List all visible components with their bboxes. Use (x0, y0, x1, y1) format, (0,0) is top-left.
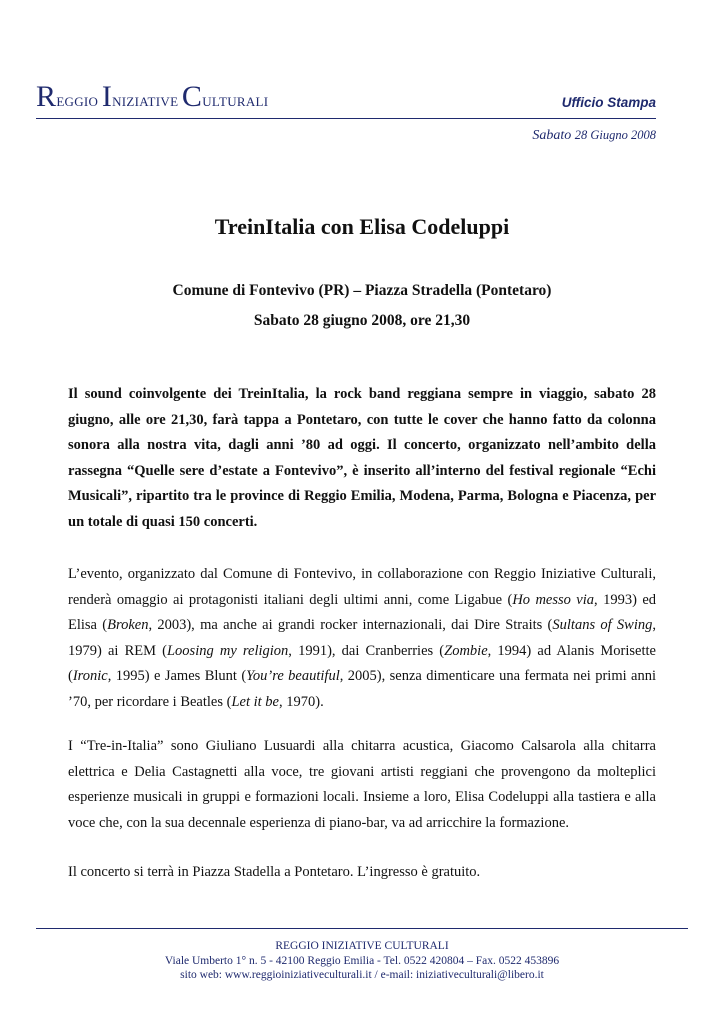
footer-contacts: sito web: www.reggioiniziativeculturali.it / e-mail: iniziativeculturali@libero.it (180, 969, 544, 981)
text-run: Il concerto si terrà in Piazza Stadella a Pontetaro. L’ingresso è gratuito. (68, 864, 481, 880)
page-title: TreinItalia con Elisa Codeluppi (214, 214, 510, 239)
event-date: Sabato 28 giugno 2008, ore 21,30 (253, 312, 471, 329)
issue-date (532, 128, 656, 144)
text-run: , 1979) ai REM ( (68, 617, 657, 659)
title-citation: You’re beautiful (246, 668, 340, 684)
title-citation: Ironic (72, 668, 108, 684)
text-run: , 2003), ma anche ai grandi rocker internazionali, dai Dire Straits ( (148, 617, 553, 633)
paragraph-band (68, 734, 656, 836)
footer-address: Viale Umberto 1° n. 5 - 42100 Reggio Emilia - Tel. 0522 420804 – Fax. 0522 453896 (164, 954, 560, 967)
title-citation: Broken (107, 617, 149, 633)
paragraph-venue (68, 860, 656, 886)
footer-organization: REGGIO INIZIATIVE CULTURALI (275, 940, 449, 952)
title-citation: Loosing my religion (166, 642, 289, 659)
issue-date-rest: 28 Giugno 2008 (574, 128, 656, 142)
organization-logo: REGGIO INIZIATIVE CULTURALI (36, 80, 269, 113)
paragraph-program (68, 562, 656, 715)
paragraph-intro (68, 382, 656, 535)
title-citation: Let it be (231, 693, 279, 710)
title-citation: Sultans of Swing (552, 617, 653, 633)
title-citation: Ho messo via (512, 591, 595, 608)
letterhead (36, 78, 656, 118)
issue-date-day: Sabato (532, 128, 572, 143)
footer-divider (36, 928, 688, 929)
event-location: Comune di Fontevivo (PR) – Piazza Stradella (Pontetaro) (172, 282, 552, 299)
text-run: , 1994) ad Alanis Morisette ( (68, 642, 656, 684)
text-run: , 1993) ed Elisa ( (68, 591, 656, 633)
text-run: L’evento, organizzato dal Comune di Fontevivo, in collaborazione con Reggio Iniziative Culturali, renderà omaggio ai protagonisti italiani degli ultimi anni, come Ligabue ( (68, 566, 656, 608)
title-citation: Zombie (444, 642, 488, 659)
footer (0, 939, 724, 983)
text-run: I “Tre-in-Italia” sono Giuliano Lusuardi alla chitarra acustica, Giacomo Calsarola alla chitarra elettrica e Delia Castagnetti alla voce, tre giovani artisti reggiani che provengono da molteplici esperienze musicali in gruppi e formazioni locali. Insieme a loro, Elisa Codeluppi alla tastiera e alla voce che, con la sua decennale esperienza di piano-bar, va ad arricchire la formazione. (68, 738, 656, 831)
press-office-label: Ufficio Stampa (561, 95, 656, 110)
text-run: , 1991), dai Cranberries ( (288, 642, 445, 659)
text-run: , 1995) e James Blunt ( (107, 668, 247, 684)
header-divider (36, 118, 656, 119)
text-run: Il sound coinvolgente dei TreinItalia, la rock band reggiana sempre in viaggio, sabato 28 giugno, alle ore 21,30, farà tappa a Pontetaro, con tutte le cover che hanno fatto da colonna sonora alla nostra vita, dagli anni ’80 ad oggi. Il concerto, organizzato nell’ambito della rassegna “Quelle sere d’estate a Fontevivo”, è inserito all’interno del festival regionale “Echi Musicali”, ripartito tra le province di Reggio Emilia, Modena, Parma, Bologna e Piacenza, per un totale di quasi 150 concerti. (68, 386, 656, 530)
text-run: , 2005), senza dimenticare una fermata nei primi anni ’70, per ricordare i Beatles ( (68, 668, 656, 710)
text-run: , 1970). (278, 693, 324, 710)
